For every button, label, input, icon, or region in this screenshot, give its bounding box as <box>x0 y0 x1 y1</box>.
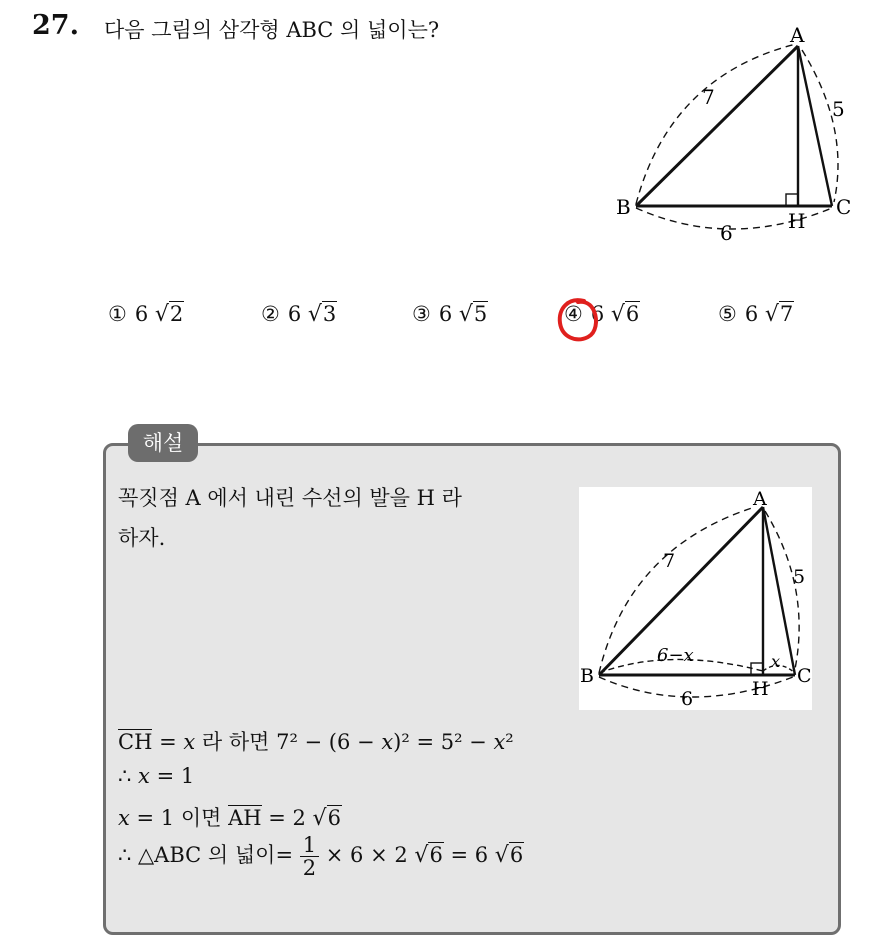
solution-line-1: CH = x 라 하면 7² − (6 − x)² = 5² − x² <box>118 730 514 754</box>
label-a: A <box>790 23 805 47</box>
label-bc: 6 <box>720 221 733 245</box>
arc-ab <box>636 44 796 204</box>
label-bh: 6−x <box>657 645 694 666</box>
choice-coefficient: 6 <box>438 302 453 326</box>
choice-1[interactable] <box>108 302 184 327</box>
side-ab <box>636 46 798 206</box>
label-b: B <box>580 665 594 687</box>
solution-line-3: x = 1 이면 AH = 2 √6 <box>118 806 341 831</box>
radicand: 2 <box>169 302 184 326</box>
answer-circle-mark <box>554 295 600 345</box>
choice-number: ② <box>261 302 280 326</box>
segment-ch: CH <box>118 730 153 754</box>
label-a: A <box>753 488 767 510</box>
label-ab: 7 <box>663 550 676 572</box>
radicand: 7 <box>779 302 794 326</box>
choice-coefficient: 6 <box>744 302 759 326</box>
label-c: C <box>797 665 812 687</box>
question-text: 다음 그림의 삼각형 ABC 의 넓이는? <box>104 18 440 42</box>
choice-3[interactable] <box>412 302 488 327</box>
arc-ac <box>765 511 799 669</box>
solution-intro-line1: 꼭짓점 A 에서 내린 수선의 발을 H 라 <box>118 486 462 510</box>
solution-triangle-figure <box>579 487 812 710</box>
choice-number: ① <box>108 302 127 326</box>
solution-figure-box <box>579 487 812 710</box>
choice-coefficient: 6 <box>134 302 149 326</box>
solution-line-2: ∴ x = 1 <box>118 764 195 788</box>
arc-ac <box>802 50 838 202</box>
triangle-figure <box>600 18 860 248</box>
side-ac <box>763 507 795 675</box>
label-c: C <box>836 195 852 219</box>
label-h: H <box>788 209 806 233</box>
label-bc: 6 <box>681 688 694 710</box>
radicand: 3 <box>322 302 337 326</box>
label-ac: 5 <box>793 566 806 588</box>
solution-tag: 해설 <box>128 424 198 462</box>
label-h: H <box>752 678 769 700</box>
sqrt-expression: √3 <box>307 302 337 327</box>
sqrt-expression: √6 <box>494 843 524 869</box>
solution-intro <box>118 478 558 558</box>
label-ac: 5 <box>832 97 845 121</box>
label-b: B <box>616 195 631 219</box>
choice-number: ④ <box>564 302 583 326</box>
label-ab: 7 <box>702 85 715 109</box>
sqrt-expression: √6 <box>610 302 640 327</box>
choice-number: ③ <box>412 302 431 326</box>
choice-2[interactable] <box>261 302 337 327</box>
sqrt-expression: √6 <box>414 843 443 869</box>
choice-coefficient: 6 <box>287 302 302 326</box>
question-number: 27. <box>32 10 79 41</box>
radicand: 6 <box>625 302 640 326</box>
solution-intro-line2: 하자. <box>118 526 166 550</box>
sqrt-expression: √2 <box>154 302 184 327</box>
right-angle-mark <box>786 194 798 206</box>
fraction-one-half: $\frac{1}{2}$ <box>300 834 319 879</box>
sqrt-expression: √6 <box>312 806 341 831</box>
choice-list <box>108 302 828 346</box>
choice-number: ⑤ <box>718 302 737 326</box>
sqrt-expression: √7 <box>764 302 794 327</box>
segment-ah: AH <box>228 806 262 830</box>
radicand: 5 <box>473 302 488 326</box>
sqrt-expression: √5 <box>458 302 488 327</box>
side-ac <box>798 46 832 206</box>
label-hc: x <box>771 652 781 671</box>
solution-line-4: ∴ △ABC 의 넓이= $\frac{1}{2}$ × 6 × 2 √6 = 6 √6 <box>118 833 524 881</box>
choice-5[interactable] <box>718 302 794 327</box>
choice-coefficient: 6 <box>590 302 605 326</box>
